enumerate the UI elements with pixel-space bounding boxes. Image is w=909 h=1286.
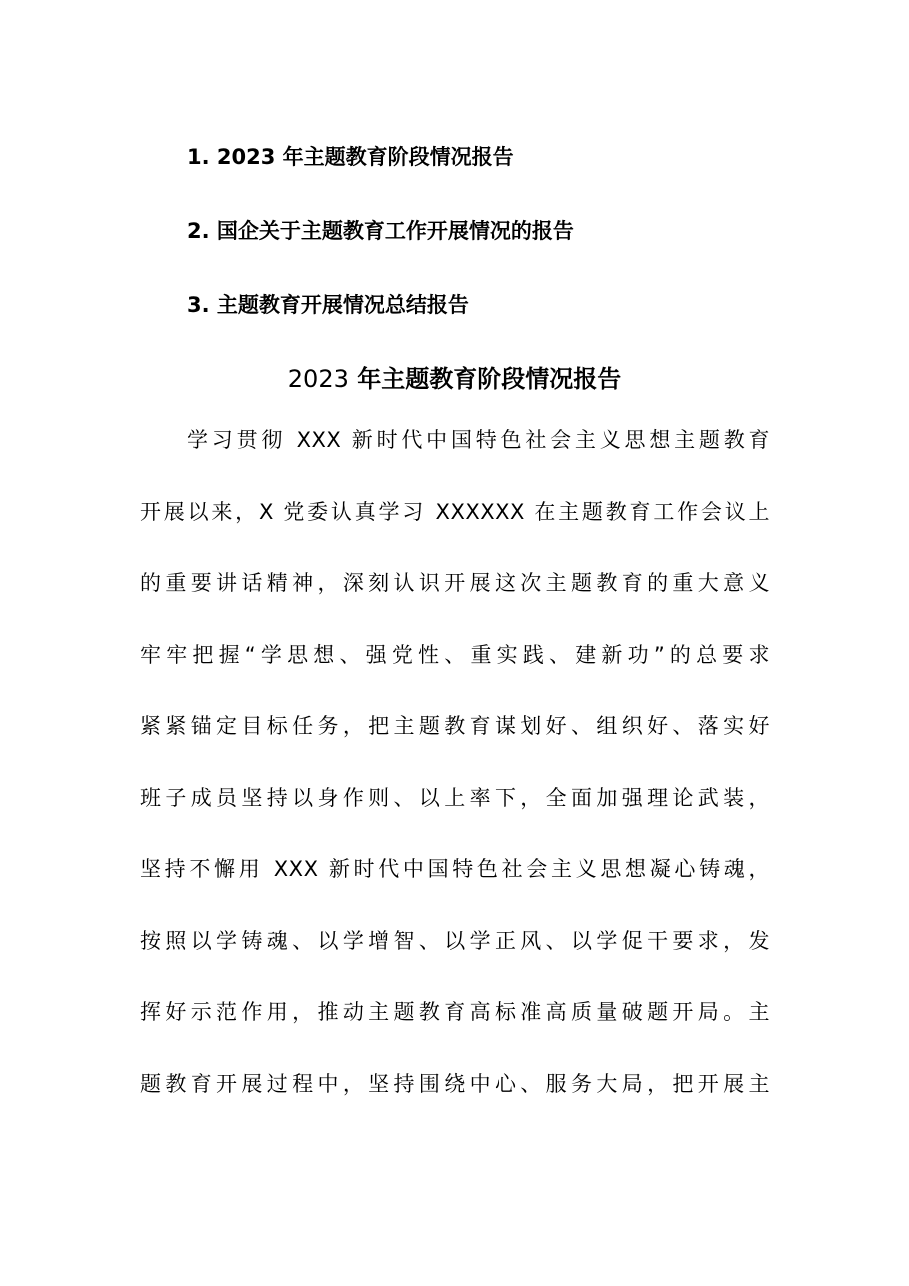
body-line-7: 坚持不懈用 XXX 新时代中国特色社会主义思想凝心铸魂， (140, 857, 770, 881)
document-title (0, 363, 909, 395)
body-line-10: 题教育开展过程中，坚持围绕中心、服务大局，把开展主 (140, 1072, 770, 1096)
document-title-year: 2023 (287, 365, 349, 393)
body-line-1: 学习贯彻 XXX 新时代中国特色社会主义思想主题教育 (187, 428, 770, 452)
body-line-9: 挥好示范作用，推动主题教育高标准高质量破题开局。主 (140, 1000, 770, 1024)
body-line-8: 按照以学铸魂、以学增智、以学正风、以学促干要求，发 (140, 929, 770, 953)
toc-item-3: 3. 主题教育开展情况总结报告 (187, 293, 469, 317)
body-line-4: 牢牢把握“学思想、强党性、重实践、建新功”的总要求 (140, 643, 770, 667)
toc-item-1: 1. 2023 年主题教育阶段情况报告 (187, 145, 514, 169)
body-line-2: 开展以来，X 党委认真学习 XXXXXX 在主题教育工作会议上 (140, 500, 770, 524)
body-line-5: 紧紧锚定目标任务，把主题教育谋划好、组织好、落实好 (140, 714, 770, 738)
body-line-3: 的重要讲话精神，深刻认识开展这次主题教育的重大意义 (140, 571, 770, 595)
body-line-6: 班子成员坚持以身作则、以上率下，全面加强理论武装， (140, 786, 770, 810)
document-title-text: 年主题教育阶段情况报告 (348, 365, 622, 393)
toc-item-2: 2. 国企关于主题教育工作开展情况的报告 (187, 219, 574, 243)
